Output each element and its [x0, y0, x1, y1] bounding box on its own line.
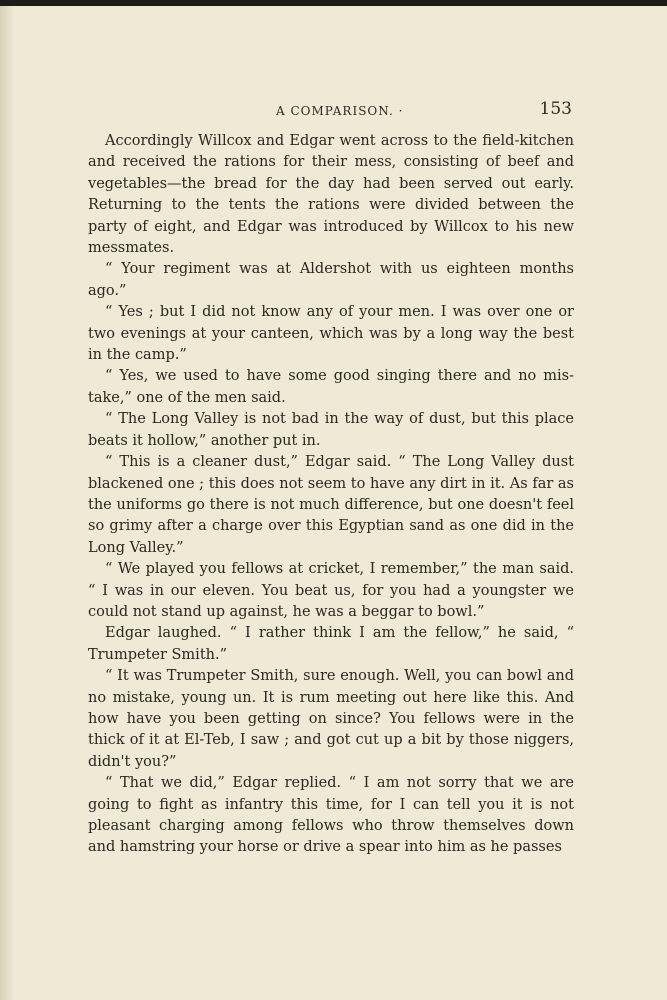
paragraph: “ Yes ; but I did not know any of your men. I was over one or two evenings at your canteen, which was by a long way the best in the camp.” [88, 304, 574, 364]
page-top-edge [0, 0, 667, 6]
running-title: A COMPARISON. · [276, 104, 404, 118]
binding-shadow [0, 6, 14, 1000]
body-text [88, 131, 574, 859]
paragraph: “ We played you fellows at cricket, I remember,” the man said. “ I was in our eleven. You beat us, for you had a youngster we could not stand up against, he was a beggar to bowl.” [88, 561, 574, 620]
paragraph: “ Yes, we used to have some good singing there and no mis-take,” one of the men said. [88, 368, 574, 406]
page-number: 153 [539, 99, 572, 119]
paragraph: “ This is a cleaner dust,” Edgar said. “ The Long Valley dust blackened one ; this does not seem to have any dirt in it. As far as the uniforms go there is not much difference, but one doesn't feel so grimy after a charge over this Egyptian sand as one did in the Long Valley.” [88, 454, 574, 556]
paragraph: “ The Long Valley is not bad in the way of dust, but this place beats it hollow,” another put in. [88, 411, 574, 449]
paragraph: Edgar laughed. “ I rather think I am the fellow,” he said, “ Trumpeter Smith.” [88, 625, 574, 663]
paragraph: “ It was Trumpeter Smith, sure enough. Well, you can bowl and no mistake, young un. It is rum meeting out here like this. And how have you been getting on since? You fellows were in the thick of it at El-Teb, I saw ; and got cut up a bit by those niggers, didn't you?” [88, 668, 574, 770]
paragraph: “ Your regiment was at Aldershot with us eighteen months ago.” [88, 261, 574, 299]
paragraph: Accordingly Willcox and Edgar went across to the field-kitchen and received the rations for their mess, consisting of beef and vegetables—the bread for the day had been served out early. Returning to the tents the rations were divided between the party of eight, and Edgar was introduced by Willcox to his new messmates. [88, 133, 574, 257]
page-header [88, 99, 574, 121]
paragraph: “ That we did,” Edgar replied. “ I am not sorry that we are going to fight as infantry this time, for I can tell you it is not pleasant charging among fellows who throw themselves down and hamstring your horse or drive a spear into him as he passes [88, 775, 574, 856]
